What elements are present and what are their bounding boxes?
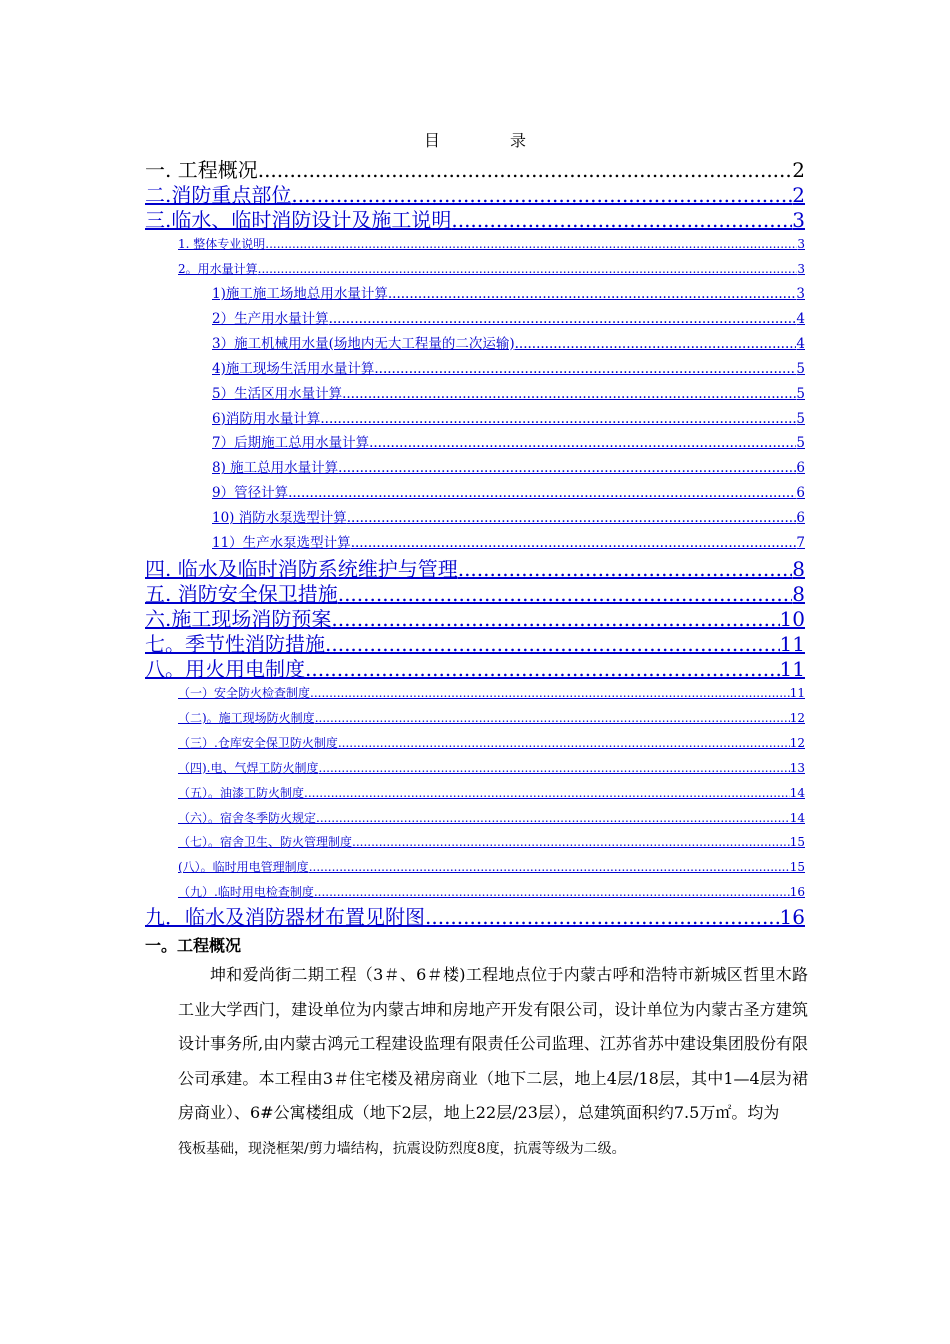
toc-entry[interactable]: [212, 459, 805, 478]
toc-leader-dots: [458, 557, 793, 581]
toc-entry-label: （七）。宿舍卫生、防火管理制度: [178, 835, 353, 850]
toc-entry-page: 5: [796, 360, 805, 377]
toc-entry-page: 6: [796, 460, 805, 477]
toc-entry-label: 9）管径计算: [212, 485, 289, 502]
toc-leader-dots: [374, 360, 796, 378]
toc-entry[interactable]: [145, 183, 805, 208]
toc-entry-page: 7: [796, 535, 805, 551]
toc-entry-label: 3）施工机械用水量(场地内无大工程量的二次运输): [212, 335, 515, 352]
toc-entry[interactable]: [212, 335, 805, 354]
toc-entry-page: 4: [796, 310, 805, 327]
toc-entry-page: 2: [792, 183, 805, 207]
toc-entry-page: 3: [797, 262, 805, 276]
toc-entry-page: 3: [792, 208, 805, 232]
toc-entry[interactable]: [212, 434, 805, 453]
toc-entry-page: 13: [789, 760, 805, 775]
toc-entry-label: （二)。施工现场防火制度: [178, 710, 315, 725]
toc-entry[interactable]: [178, 760, 805, 777]
toc-entry-label: （四).电、气焊工防火制度: [178, 760, 319, 775]
toc-entry[interactable]: [145, 632, 805, 657]
toc-leader-dots: [310, 685, 790, 701]
toc-entry[interactable]: [145, 607, 805, 632]
toc-title-left: 目: [423, 131, 440, 150]
toc-entry[interactable]: [178, 710, 805, 727]
toc-entry-label: 九．临水及消防器材布置见附图: [145, 905, 425, 929]
toc-leader-dots: [338, 459, 796, 477]
toc-leader-dots: [314, 884, 790, 900]
toc-entry-page: 15: [789, 860, 805, 875]
toc-entry-label: 四. 临水及临时消防系统维护与管理: [145, 557, 458, 581]
toc-entry[interactable]: [145, 208, 805, 233]
toc-title: [0, 128, 950, 151]
section-body-text: 坤和爱尚街二期工程（3＃、6＃楼)工程地点位于内蒙古呼和浩特市新城区哲里木路工业大学西门，建设单位为内蒙古坤和房地产开发有限公司，设计单位为内蒙古圣方建筑设计事务所,由内蒙古鸿元工程建设监理有限责任公司监理、江苏省苏中建设集团股份有限公司承建。本工程由3＃住宅楼及裙房商业（地下二层，地上4层/18层，其中1—4层为裙房商业）、6#公寓楼组成（地下2层，地上22层/23层），总建筑面积约7.5万㎡。均为: [178, 965, 808, 1122]
toc-entry[interactable]: [145, 158, 805, 183]
toc-leader-dots: [309, 859, 790, 875]
toc-entry[interactable]: [145, 582, 805, 607]
toc-entry-label: 七。季节性消防措施: [145, 632, 325, 656]
toc-entry[interactable]: [178, 810, 805, 827]
toc-leader-dots: [351, 534, 797, 552]
toc-entry-label: 2）生产用水量计算: [212, 310, 329, 327]
toc-entry-label: (八）。临时用电管理制度: [178, 860, 309, 875]
toc-entry-label: （九）.临时用电检查制度: [178, 885, 314, 900]
toc-leader-dots: [331, 607, 779, 631]
toc-entry-page: 8: [792, 557, 805, 581]
toc-entry[interactable]: [178, 785, 805, 802]
toc-entry-page: 11: [789, 686, 805, 700]
toc-entry-label: 八。用火用电制度: [145, 657, 305, 681]
toc-leader-dots: [320, 410, 796, 428]
toc-leader-dots: [291, 183, 792, 207]
toc-entry[interactable]: [212, 534, 805, 553]
toc-leader-dots: [315, 710, 790, 726]
section-heading: 一。工程概况: [145, 936, 242, 955]
toc-entry[interactable]: [178, 859, 805, 876]
section-body-last: 筏板基础，现浇框架/剪力墙结构，抗震设防烈度8度，抗震等级为二级。: [178, 1140, 626, 1157]
toc-entry-page: 2: [792, 158, 805, 182]
toc-leader-dots: [388, 285, 797, 303]
toc-leader-dots: [425, 905, 780, 929]
toc-entry[interactable]: [178, 236, 805, 253]
toc-entry[interactable]: [178, 261, 805, 278]
toc-entry-page: 14: [789, 785, 805, 800]
section-body: [178, 958, 808, 1166]
toc-entry-label: 三.临水、临时消防设计及施工说明: [145, 208, 452, 232]
toc-entry[interactable]: [212, 484, 805, 503]
toc-entry-page: 10: [779, 607, 805, 631]
toc-entry-page: 8: [792, 582, 805, 606]
toc-entry-page: 6: [796, 485, 805, 502]
toc-entry-page: 12: [789, 710, 805, 725]
toc-leader-dots: [369, 434, 796, 452]
toc-entry-label: 六.施工现场消防预案: [145, 607, 332, 631]
toc-entry[interactable]: [212, 410, 805, 429]
toc-entry-label: 8) 施工总用水量计算: [212, 460, 339, 477]
toc-entry[interactable]: [145, 905, 805, 930]
toc-entry-page: 11: [779, 657, 805, 681]
toc-entry[interactable]: [212, 509, 805, 528]
toc-entry-label: 6)消防用水量计算: [212, 410, 321, 427]
toc-leader-dots: [329, 310, 797, 328]
toc-leader-dots: [342, 385, 796, 403]
toc-entry-page: 16: [779, 905, 805, 929]
toc-entry-page: 5: [796, 410, 805, 427]
toc-entry-label: 1. 整体专业说明: [178, 237, 266, 251]
toc-entry[interactable]: [178, 884, 805, 901]
toc-entry-page: 12: [789, 735, 805, 750]
toc-leader-dots: [319, 760, 790, 776]
toc-leader-dots: [288, 484, 796, 502]
toc-leader-dots: [338, 582, 793, 606]
toc-entry-label: （一）安全防火检查制度: [178, 686, 311, 700]
toc-entry-label: 11）生产水泵选型计算: [212, 535, 351, 551]
toc-leader-dots: [305, 657, 780, 681]
toc-leader-dots: [338, 735, 790, 751]
toc-entry-label: 1)施工施工场地总用水量计算: [212, 286, 388, 302]
toc-entry[interactable]: [145, 657, 805, 682]
toc-entry[interactable]: [145, 557, 805, 582]
toc-leader-dots: [325, 632, 780, 656]
toc-entry-label: （三）.仓库安全保卫防火制度: [178, 735, 338, 750]
toc-entry-label: 2。用水量计算: [178, 262, 258, 276]
toc-entry-page: 5: [796, 385, 805, 402]
toc-entry-label: 一. 工程概况: [145, 158, 258, 182]
toc-leader-dots: [352, 834, 790, 850]
toc-entry-page: 15: [789, 835, 805, 850]
toc-entry[interactable]: [178, 685, 805, 702]
toc-entry[interactable]: [212, 385, 805, 404]
toc-entry-page: 11: [779, 632, 805, 656]
toc-title-right: 录: [510, 131, 527, 150]
toc-entry-label: 7）后期施工总用水量计算: [212, 435, 370, 452]
toc-leader-dots: [304, 785, 790, 801]
toc-entry-page: 5: [796, 435, 805, 452]
toc-entry-page: 16: [789, 885, 805, 900]
toc-leader-dots: [515, 335, 797, 353]
toc-entry[interactable]: [212, 285, 805, 304]
toc-entry-label: 10) 消防水泵选型计算: [212, 510, 347, 527]
toc-entry[interactable]: [212, 310, 805, 329]
toc-entry-label: 5）生活区用水量计算: [212, 385, 343, 402]
toc-entry-label: 二.消防重点部位: [145, 183, 292, 207]
toc-entry-page: 14: [789, 810, 805, 825]
toc-entry-label: 4)施工现场生活用水量计算: [212, 360, 375, 377]
toc-entry[interactable]: [178, 834, 805, 851]
toc-leader-dots: [316, 810, 790, 826]
toc-leader-dots: [451, 208, 792, 232]
toc-entry-page: 3: [796, 286, 805, 302]
toc-entry-page: 3: [797, 237, 805, 251]
toc-entry-page: 6: [796, 510, 805, 527]
toc-entry-label: （六）。宿舍冬季防火规定: [178, 810, 317, 825]
toc-leader-dots: [258, 261, 798, 277]
toc-leader-dots: [265, 236, 797, 252]
toc-entry-label: （五）。油漆工防火制度: [178, 785, 305, 800]
toc-entry[interactable]: [178, 735, 805, 752]
toc-leader-dots: [347, 509, 797, 527]
toc-entry[interactable]: [212, 360, 805, 379]
toc-leader-dots: [258, 158, 793, 182]
toc-entry-page: 4: [796, 335, 805, 352]
toc-entry-label: 五. 消防安全保卫措施: [145, 582, 338, 606]
